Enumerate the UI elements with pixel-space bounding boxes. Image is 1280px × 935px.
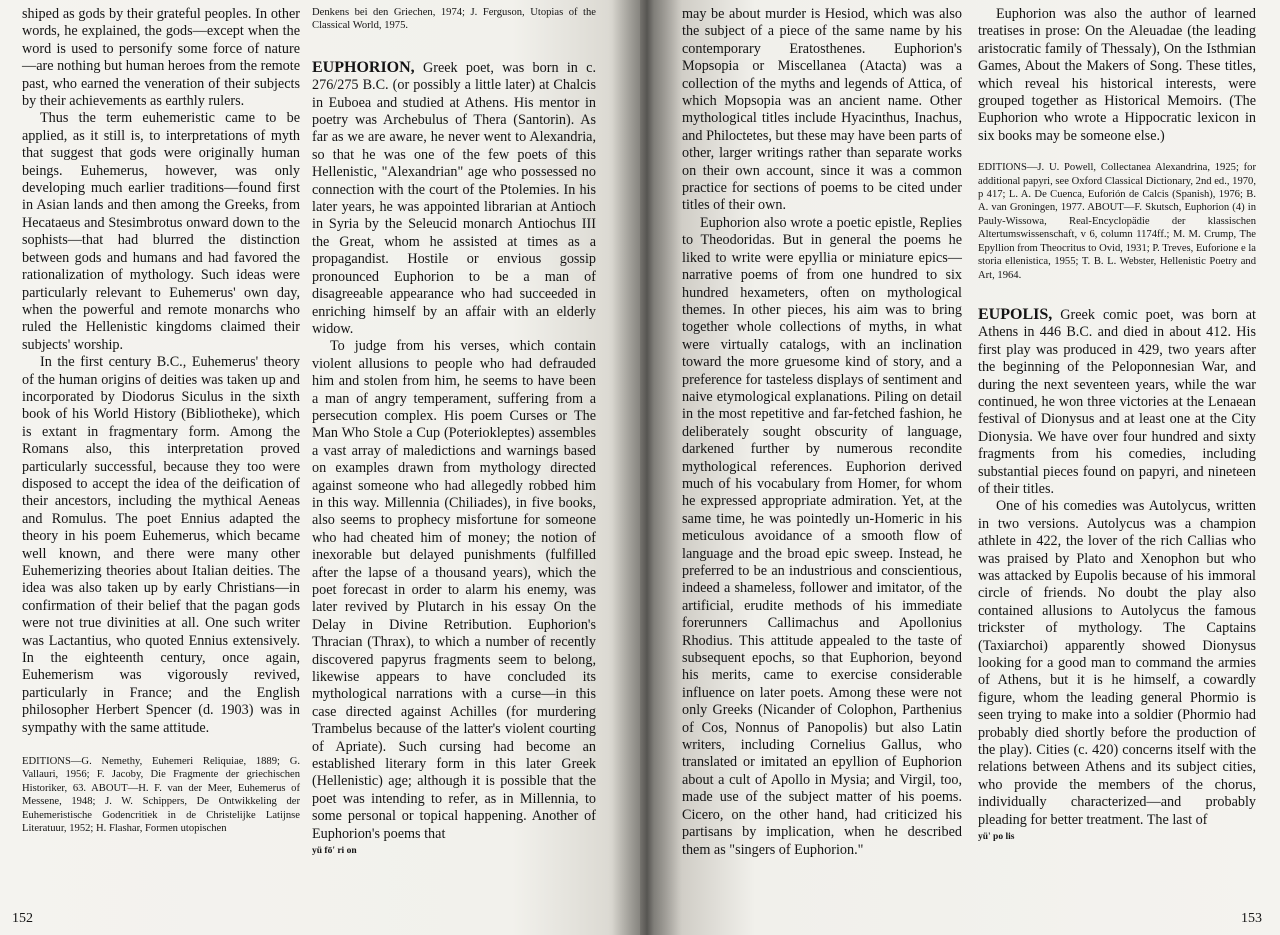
paragraph: may be about murder is Hesiod, which was also the subject of a piece of the same name by his contemporary Eratosthenes. Euphorion's Mopsopia or Miscellanea (Atacta) was a collection of the myths and legends of Attica, of which Mopsopia was an ancient name. Other mythological titles include Hyacinthus, Inachus, and Philoctetes, but these may have been parts of other, larger writings rather than separate works on their own account, since it was a common practice for sections of poems to be cited under titles of their own.	[682, 6, 962, 214]
column-3	[682, 6, 962, 859]
bibliography: EDITIONS—G. Nemethy, Euhemeri Reliquiae, 1889; G. Vallauri, 1956; F. Jacoby, Die Fragmente der griechischen Historiker, 63. ABOUT—H. F. van der Meer, Euhemerus of Messene, 1948; J. W. Schippers, De Ontwikkeling der Euhemeristische Godencritiek in de Christelijke Latijnse Literatuur, 1952; H. Flashar, Formen utopischen	[22, 756, 300, 835]
page-number: 152	[12, 911, 33, 926]
paragraph: Euphorion was also the author of learned treatises in prose: On the Aleuadae (the leading aristocratic family of Thessaly), On the Isthmian Games, About the Makers of Song. These titles, which reveal his historical interests, were grouped together as Historical Memoirs. (The Euphorion who wrote a Hippocratic lexicon in six books may be someone else.)	[978, 6, 1256, 144]
paragraph: shiped as gods by their grateful peoples. In other words, he explained, the gods—except when the word is used to personify some force of nature—are nothing but human heroes from the remote past, who earned the veneration of their subjects by their achievements as earthly rulers.	[22, 6, 300, 110]
paragraph: In the first century B.C., Euhemerus' theory of the human origins of deities was taken up and incorporated by Diodorus Siculus in the sixth book of his World History (Bibliotheke), which is extant in fragmentary form. Among the Romans also, this interpretation proved particularly successful, because they too were disposed to accept the idea of the deification of their ancestors, including the mythical Aeneas and Romulus. The poet Ennius adapted the theory in his poem Euhemerus, which became well known, and there were many other Euhemerizing theories about Italian deities. The idea was also taken up by early Christians—in confirmation of their belief that the pagan gods were not true divinities at all. One such writer was Lactantius, who quoted Ennius extensively. In the eighteenth century, once again, Euhemerism was vigorously revived, particularly in France; and the English philosopher Herbert Spencer (d. 1903) was in sympathy with the same attitude.	[22, 354, 300, 736]
paragraph: Thus the term euhemeristic came to be applied, as it still is, to interpretations of myth that suggest that gods were originally human beings. Euhemerus, however, was only developing much earlier traditions—found first in Asian lands and then among the Greeks, from Hecataeus and Stesimbrotus onward down to the sophists—that had blurred the distinction between gods and humans and had favored the rationalization of mythology. Such ideas were particularly relevant to Euhemerus' own day, when the powerful and remote monarchs who ruled the Hellenistic kingdoms claimed their subjects' worship.	[22, 110, 300, 353]
paragraph: To judge from his verses, which contain violent allusions to people who had defrauded him and stolen from him, he seems to have been a man of angry temperament, suffering from a persecution complex. His poem Curses or The Man Who Stole a Cup (Poteriokleptes) assembles a vast array of maledictions and warnings based on examples drawn from mythology directed against someone who had allegedly robbed him in this way. Millennia (Chiliades), in five books, also seems to prophecy misfortune for someone who had cheated him of money; the notion of inexorable but delayed punishments (fulfilled after the lapse of a thousand years), which the poet forecast in order to alarm his enemy, was later revived by Plutarch in his essay On the Delay in Divine Retribution. Euphorion's Thracian (Thrax), to which a number of recently discovered papyrus fragments seem to belong, likewise appears to have concluded its mythological narrations with a curse—in this case directed against Achilles (for murdering Trambelus because of the latter's violent courting of Apriate). Such cursing had become an established literary form in this later Greek (Hellenistic) age; although it is possible that the poet was intending to refer, as in Millennia, to some personal or topical happening. Another of Euphorion's poems that	[312, 338, 596, 842]
page-number: 153	[1241, 911, 1262, 926]
column-4	[978, 6, 1256, 847]
column-1	[22, 6, 300, 836]
pronunciation: yü fō' ri on	[312, 846, 357, 857]
paragraph: Greek poet, was born in c. 276/275 B.C. (or possibly a little later) at Chalcis in Euboea and studied at Athens. His mentor in poetry was Archebulus of Thera (Santorin). As far as we are aware, he never went to Alexandria, so that he was one of the few poets of this Hellenistic, "Alexandrian" age who possessed no connection with the court of the Ptolemies. In his later years, he was appointed librarian at Antioch in Syria by the Seleucid monarch Antiochus III the Great, whom he assisted at times as a propagandist. Hostile or envious gossip pronounced Euphorion to be a man of disagreeable appearance who had succeeded in enriching himself by an affair with an elderly widow.	[312, 59, 596, 337]
paragraph: Greek comic poet, was born at Athens in 446 B.C. and died in about 412. His first play was produced in 429, two years after the beginning of the Peloponnesian War, and during the next seventeen years, while the war continued, he won three victories at the Lenaean festival of Dionysus and at least one at the City Dionysia. We have over four hundred and sixty fragments from his comedies, including substantial pieces found on papyri, and nineteen of their titles.	[978, 306, 1257, 497]
bibliography-continued: Denkens bei den Griechen, 1974; J. Ferguson, Utopias of the Classical World, 1975.	[312, 7, 596, 32]
headword: EUPOLIS,	[978, 305, 1053, 323]
right-page	[640, 0, 1280, 935]
book-gutter-shadow	[612, 0, 682, 935]
column-2	[312, 6, 596, 861]
paragraph: One of his comedies was Autolycus, written in two versions. Autolycus was a champion athlete in 422, the lover of the rich Callias who was praised by Plato and Xenophon but who was attacked by Eupolis because of his immoral circle of friends. No doubt the play also contained allusions to Autolycus the famous trickster of mythology. The Captains (Taxiarchoi) apparently showed Dionysus looking for a good man to command the armies of Athens, but it is he himself, a cowardly figure, whom the leading general Phormio is seen trying to make into a soldier (Phormio had probably died shortly before the production of the play). Cities (c. 420) concerns itself with the relations between Athens and its subject cities, who provide the members of the chorus, individually characterized—and probably pleading for better treatment. The last of	[978, 498, 1256, 828]
paragraph: Euphorion also wrote a poetic epistle, Replies to Theodoridas. But in general the poems he liked to write were epyllia or miniature epics—narrative poems of from one hundred to six hundred hexameters, often on mythological themes. In other pieces, his aim was to bring together whole collections of myths, in what were virtually catalogs, with an inclination toward the more gruesome kind of story, and a preference for tasteless displays of sentiment and naive etymological explanations. Piling on detail in the most repetitive and far-fetched fashion, he deliberately sought obscurity of language, darkened further by numerous recondite mythological references. Euphorion derived much of his vocabulary from Homer, for whom he expressed appropriate admiration. Yet, at the same time, he was pointedly un-Homeric in his meticulous avoidance of a smooth flow of language and the broad epic sweep. Instead, he preferred to be an industrious and conscientious, indeed a shameless, follower and imitator, of the artificial, erudite methods of his immediate forerunners Callimachus and Apollonius Rhodius. This attitude appealed to the taste of subsequent epochs, so that Euphorion, beyond his merits, came to exercise considerable influence on later poets. Among these were not only Greeks (Nicander of Colophon, Parthenius of Cos, Nonnus of Panopolis) but also Latin writers, including Cornelius Gallus, who translated or imitated an epyllion of Euphorion about a cult of Apollo in Mysia; and Virgil, too, made use of the subject matter of his poems. Cicero, on the other hand, had criticized his partisans by implication, when he described them as "singers of Euphorion."	[682, 214, 962, 858]
headword: EUPHORION,	[312, 58, 415, 76]
pronunciation: yü' po lis	[978, 832, 1015, 843]
bibliography: EDITIONS—J. U. Powell, Collectanea Alexandrina, 1925; for additional papyri, see Oxford Classical Dictionary, 2nd ed., 1970, p 417; L. A. De Cuenca, Euforión de Calcis (Spanish), 1976; B. A. van Groningen, 1977. ABOUT—F. Skutsch, Euphorion (4) in Pauly-Wissowa, Real-Encyclopädie der klassischen Altertumswissenschaft, v 6, column 1174ff.; M. M. Crump, The Epyllion from Theocritus to Ovid, 1931; P. Treves, Euforione e la storia ellenistica, 1955; T. B. L. Webster, Hellenistic Poetry and Art, 1964.	[978, 162, 1256, 281]
